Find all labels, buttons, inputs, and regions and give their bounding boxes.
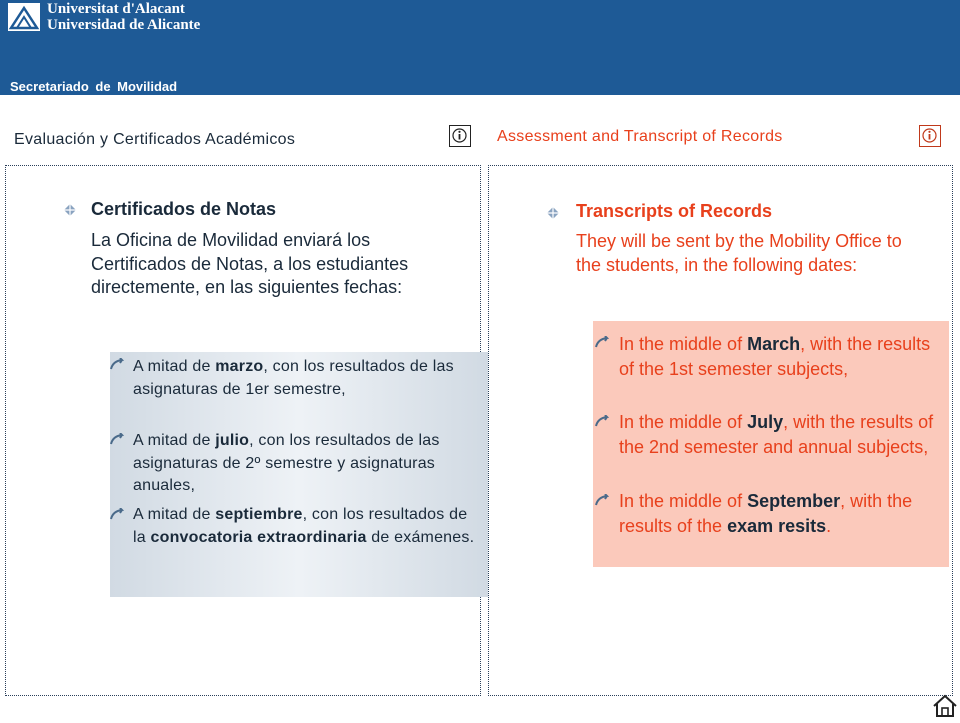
list-item: In the middle of July, with the results of the 2nd semester and annual subjects, <box>619 412 934 457</box>
university-logo <box>8 3 40 31</box>
info-icon <box>922 128 937 143</box>
list-item: A mitad de julio, con los resultados de las asignaturas de 2º semestre y asignaturas anuales, <box>133 432 440 494</box>
intro-paragraph-spanish: La Oficina de Movilidad enviará los Certificados de Notas, a los estudiantes directemente, en las siguientes fechas: <box>91 230 409 297</box>
intro-paragraph-english: They will be sent by the Mobility Office to the students, in the following dates: <box>576 231 902 275</box>
university-name-spanish: Universidad de Alicante <box>47 17 201 33</box>
home-icon <box>932 694 958 718</box>
bullet-diamond-icon <box>64 204 76 216</box>
bullet-arrow-icon <box>110 433 124 445</box>
bullet-arrow-icon <box>110 358 124 370</box>
list-item: A mitad de marzo, con los resultados de las asignaturas de 1er semestre, <box>133 358 454 398</box>
bullet-arrow-icon <box>110 508 124 520</box>
home-button[interactable] <box>932 694 958 718</box>
list-item: A mitad de septiembre, con los resultados de la convocatoria extraordinaria de exámenes. <box>133 506 475 546</box>
university-name-catalan: Universitat d'Alacant <box>47 1 185 17</box>
bullet-arrow-icon <box>595 336 609 348</box>
info-button-right[interactable] <box>919 125 941 147</box>
list-item: In the middle of September, with the results of the exam resits. <box>619 491 913 536</box>
info-icon <box>452 128 467 143</box>
header-banner <box>0 0 960 95</box>
bullet-arrow-icon <box>595 494 609 506</box>
list-item: In the middle of March, with the results of the 1st semester subjects, <box>619 334 931 379</box>
section-title-english: Assessment and Transcript of Records <box>497 128 783 145</box>
info-button-left[interactable] <box>449 125 471 147</box>
department-name: Secretariado de Movilidad <box>10 79 178 94</box>
heading-transcripts: Transcripts of Records <box>576 201 773 221</box>
bullet-arrow-icon <box>595 415 609 427</box>
bullet-diamond-icon <box>547 207 559 219</box>
heading-certificados: Certificados de Notas <box>91 199 277 219</box>
section-title-spanish: Evaluación y Certificados Académicos <box>14 131 296 148</box>
